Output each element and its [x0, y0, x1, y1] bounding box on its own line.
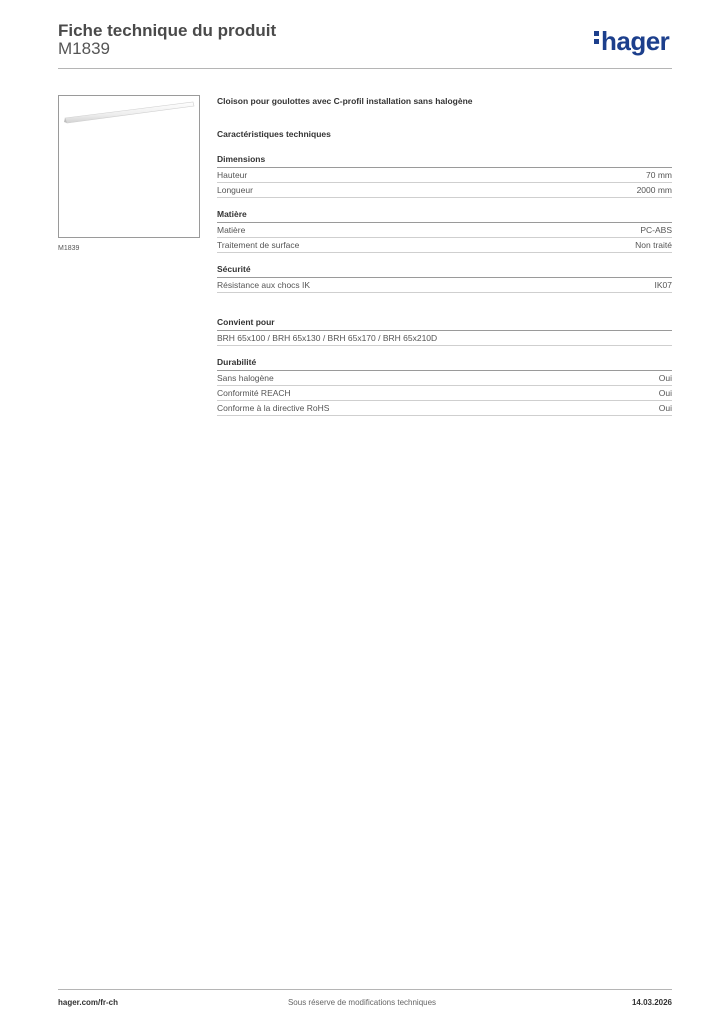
spec-content — [217, 96, 672, 416]
spec-row — [217, 223, 672, 238]
hager-logo — [594, 26, 669, 56]
header-divider — [58, 68, 672, 69]
cable-partition-image — [59, 96, 199, 237]
spec-row — [217, 238, 672, 253]
spec-row — [217, 371, 672, 386]
section-dimensions — [217, 154, 672, 198]
spec-label: Sans halogène — [217, 373, 274, 383]
page-title: Fiche technique du produit — [58, 21, 277, 40]
section-safety — [217, 264, 672, 293]
spec-row — [217, 168, 672, 183]
section-material — [217, 209, 672, 253]
spec-label: BRH 65x100 / BRH 65x130 / BRH 65x170 / BRH 65x210D — [217, 333, 438, 343]
footer-date: 14.03.2026 — [631, 998, 672, 1007]
spec-value: 70 mm — [646, 170, 672, 180]
product-reference: M1839 — [58, 39, 110, 58]
section-title: Matière — [217, 209, 672, 223]
section-suitable-for — [217, 317, 672, 346]
spec-row — [217, 386, 672, 401]
spec-row — [217, 331, 672, 346]
section-title: Convient pour — [217, 317, 672, 331]
spec-row — [217, 401, 672, 416]
spec-label: Hauteur — [217, 170, 248, 180]
footer-divider — [58, 989, 672, 990]
spec-label: Résistance aux chocs IK — [217, 280, 311, 290]
spec-value: Oui — [658, 388, 672, 398]
logo-dots-icon — [594, 28, 600, 47]
spec-value: Oui — [658, 373, 672, 383]
spec-label: Conformité REACH — [217, 388, 291, 398]
section-sustainability — [217, 357, 672, 416]
spec-label: Traitement de surface — [217, 240, 300, 250]
section-title: Sécurité — [217, 264, 672, 278]
spec-value: IK07 — [654, 280, 672, 290]
characteristics-heading: Caractéristiques techniques — [217, 129, 331, 139]
spec-row — [217, 278, 672, 293]
spec-label: Longueur — [217, 185, 253, 195]
spec-value: Non traité — [635, 240, 672, 250]
product-description: Cloison pour goulottes avec C-profil installation sans halogène — [217, 96, 473, 106]
spec-value: PC-ABS — [640, 225, 672, 235]
footer-notice: Sous réserve de modifications techniques — [287, 998, 437, 1007]
section-title: Durabilité — [217, 357, 672, 371]
logo-text: hager — [601, 26, 670, 56]
spec-label: Conforme à la directive RoHS — [217, 403, 330, 413]
spec-value: Oui — [658, 403, 672, 413]
spec-value: 2000 mm — [636, 185, 672, 195]
footer-website-link[interactable]: hager.com/fr-ch — [58, 998, 119, 1007]
spec-label: Matière — [217, 225, 246, 235]
spec-row — [217, 183, 672, 198]
image-caption: M1839 — [58, 245, 80, 252]
product-image-box — [58, 95, 200, 238]
section-title: Dimensions — [217, 154, 672, 168]
